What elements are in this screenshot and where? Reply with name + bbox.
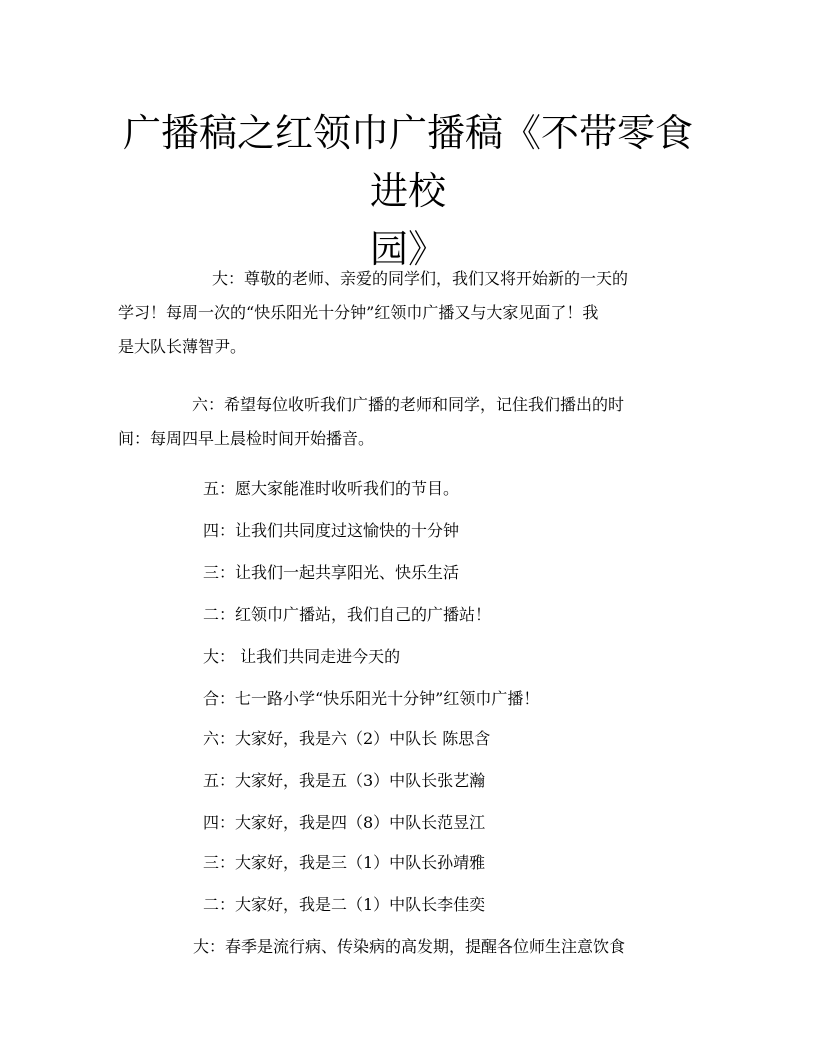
speaker-line-8: 五：大家好，我是五（3）中队长张艺瀚 [203,771,486,790]
title-line-2: 园》 [369,227,446,271]
speaker-line-6: 合：七一路小学“快乐阳光十分钟”红领巾广播！ [203,689,540,708]
title-line-1: 广播稿之红领巾广播稿《不带零食进校 [122,111,693,213]
speaker-line-1: 五：愿大家能准时收听我们的节目。 [203,479,460,498]
intro-line-3: 是大队长薄智尹。 [118,337,247,356]
notice-line-2: 间：每周四早上晨检时间开始播音。 [118,429,375,448]
speaker-line-2: 四：让我们共同度过这愉快的十分钟 [203,521,460,540]
speaker-line-3: 三：让我们一起共享阳光、快乐生活 [203,563,460,582]
notice-line-1: 六：希望每位收听我们广播的老师和同学，记住我们播出的时 [192,395,625,414]
intro-line-2: 学习！每周一次的“快乐阳光十分钟”红领巾广播又与大家见面了！我 [118,303,599,322]
speaker-line-4: 二：红领巾广播站，我们自己的广播站！ [203,605,492,624]
document-title [118,104,698,278]
speaker-line-7: 六：大家好，我是六（2）中队长 陈思含 [203,729,491,748]
intro-paragraph [118,262,698,364]
speaker-line-9: 四：大家好，我是四（8）中队长范昱江 [203,813,486,832]
speaker-line-5: 大： 让我们共同走进今天的 [203,647,401,666]
speaker-line-10: 三：大家好，我是三（1）中队长孙靖雅 [203,853,486,872]
intro-line-1: 大：尊敬的老师、亲爱的同学们，我们又将开始新的一天的 [212,269,629,288]
speaker-line-11: 二：大家好，我是二（1）中队长李佳奕 [203,895,486,914]
notice-paragraph [118,388,698,456]
closing-line: 大：春季是流行病、传染病的高发期，提醒各位师生注意饮食 [193,937,626,956]
